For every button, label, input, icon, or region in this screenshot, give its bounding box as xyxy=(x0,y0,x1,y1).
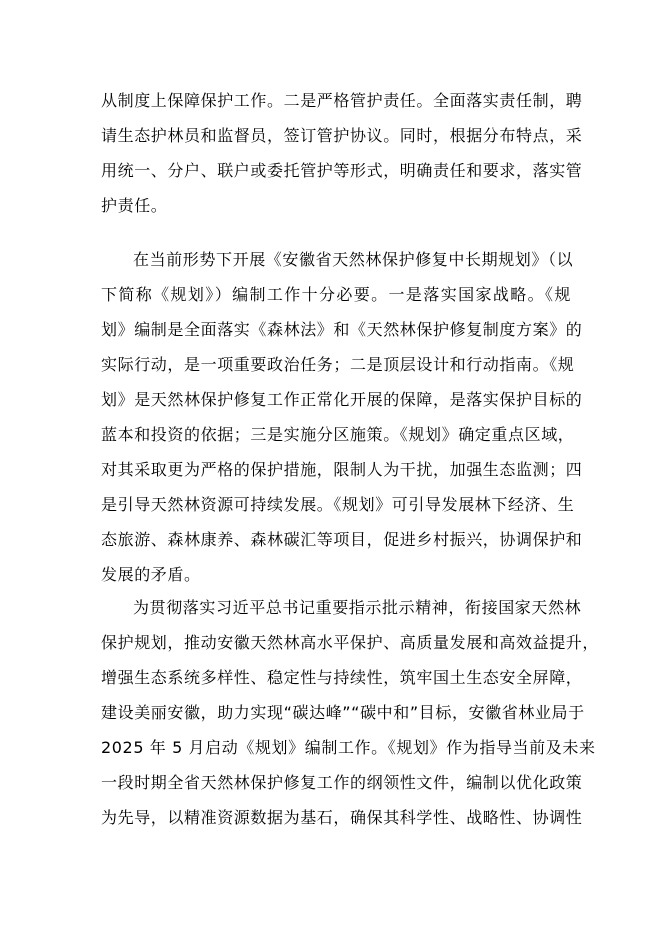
text-line: 护责任。 xyxy=(101,196,168,215)
text-line: 为先导，以精准资源数据为基石，确保其科学性、战略性、协调性 xyxy=(101,808,583,827)
text-line: 请生态护林员和监督员，签订管护协议。同时，根据分布特点，采 xyxy=(101,126,583,145)
text-line: 在当前形势下开展《安徽省天然林保护修复中长期规划》（以 xyxy=(133,250,574,269)
text-line: 一段时期全省天然林保护修复工作的纲领性文件，编制以优化政策 xyxy=(101,773,583,792)
text-line: 划》是天然林保护修复工作正常化开展的保障，是落实保护目标的 xyxy=(101,390,583,409)
text-line: 下简称《规划》）编制工作十分必要。一是落实国家战略。《规 xyxy=(101,285,571,304)
text-line: 实际行动，是一项重要政治任务；二是顶层设计和行动指南。《规 xyxy=(101,355,575,374)
text-line: 从制度上保障保护工作。二是严格管护责任。全面落实责任制，聘 xyxy=(101,91,583,110)
text-line: 用统一、分户、联户或委托管护等形式，明确责任和要求，落实管 xyxy=(101,161,583,180)
text-line: 保护规划，推动安徽天然林高水平保护、高质量发展和高效益提升， xyxy=(101,633,600,652)
text-line: 划》编制是全面落实《森林法》和《天然林保护修复制度方案》的 xyxy=(101,320,583,339)
text-line: 建设美丽安徽，助力实现“碳达峰”“碳中和”目标，安徽省林业局于 xyxy=(101,703,585,722)
text-line: 为贯彻落实习近平总书记重要指示批示精神，衔接国家天然林 xyxy=(133,598,582,617)
text-line: 态旅游、森林康养、森林碳汇等项目，促进乡村振兴，协调保护和 xyxy=(101,530,583,549)
text-line: 对其采取更为严格的保护措施，限制人为干扰，加强生态监测；四 xyxy=(101,460,583,479)
text-line: 发展的矛盾。 xyxy=(101,565,201,584)
text-line: 蓝本和投资的依据；三是实施分区施策。《规划》确定重点区域， xyxy=(101,425,575,444)
text-line: 增强生态系统多样性、稳定性与持续性，筑牢国土生态安全屏障， xyxy=(101,668,583,687)
text-line: 是引导天然林资源可持续发展。《规划》可引导发展林下经济、生 xyxy=(101,495,575,514)
text-line: 2025 年 5 月启动《规划》编制工作。《规划》作为指导当前及未来 xyxy=(101,738,596,757)
